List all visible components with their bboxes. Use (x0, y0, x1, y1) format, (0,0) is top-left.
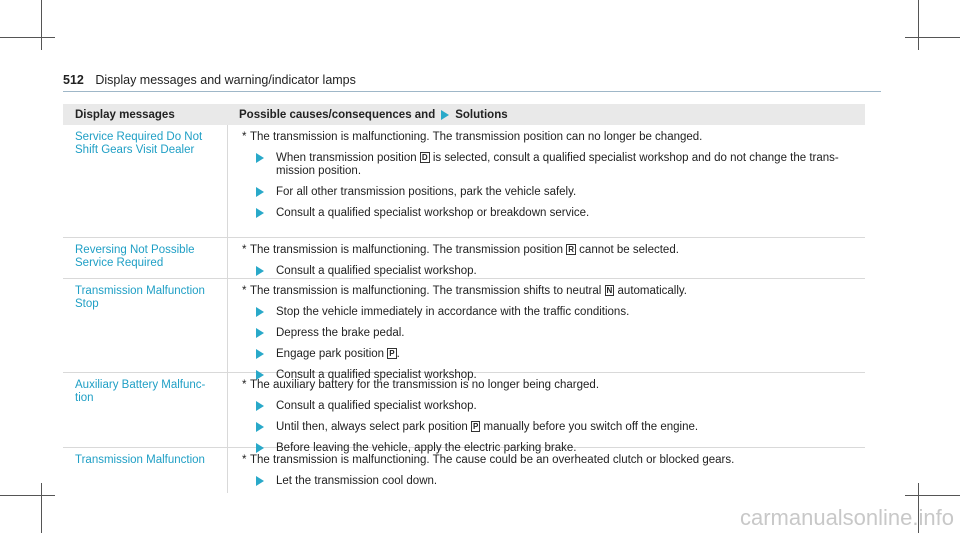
solution-item: When transmission position D is selected, consult a qualified specialist workshop and do not change the trans- mission position. (228, 152, 865, 178)
solution-item: Consult a qualified specialist workshop. (228, 265, 865, 278)
table-row (63, 279, 865, 381)
table-row (63, 448, 865, 493)
display-message: Transmission Malfunction (75, 454, 205, 466)
solution-item: For all other transmission positions, park the vehicle safely. (228, 186, 865, 199)
causes-cell (227, 238, 865, 278)
arrow-right-icon (256, 422, 264, 432)
causes-cell (227, 448, 865, 493)
arrow-right-icon (256, 328, 264, 338)
bullet-star: * (242, 131, 247, 143)
cause-text: * The auxiliary battery for the transmission is no longer being charged. (242, 379, 600, 391)
crop-mark (41, 483, 42, 533)
crop-mark (41, 0, 42, 50)
cause-text: * The transmission is malfunctioning. The transmission position R cannot be selected. (242, 244, 679, 256)
header-divider (63, 91, 881, 92)
bullet-star: * (242, 454, 247, 466)
col-header-causes-text: Possible causes/consequences and (239, 108, 436, 121)
arrow-right-icon (256, 443, 264, 453)
solution-item: Stop the vehicle immediately in accordance with the traffic conditions. (228, 306, 865, 319)
solution-item: Consult a qualified specialist workshop. (228, 400, 865, 413)
causes-cell (227, 373, 865, 454)
bullet-star: * (242, 379, 247, 391)
col-header-messages: Display messages (75, 108, 175, 121)
table-header (63, 104, 865, 125)
arrow-right-icon (256, 266, 264, 276)
arrow-right-icon (256, 153, 264, 163)
solution-item: Consult a qualified specialist workshop or breakdown service. (228, 207, 865, 220)
arrow-right-icon (256, 208, 264, 218)
arrow-right-icon (256, 349, 264, 359)
display-message: Reversing Not Possible Service Required (75, 244, 195, 269)
page-header (63, 73, 356, 87)
crop-mark (0, 495, 55, 496)
crop-mark (905, 495, 960, 496)
bullet-star: * (242, 285, 247, 297)
col-header-solutions-text: Solutions (455, 108, 508, 121)
col-header-causes (227, 109, 865, 121)
arrow-right-icon (256, 401, 264, 411)
solution-item: Consult a qualified specialist workshop. (228, 369, 865, 382)
gear-r-symbol: R (568, 245, 574, 254)
page-title: Display messages and warning/indicator lamps (95, 73, 356, 87)
cause-text: * The transmission is malfunctioning. The transmission shifts to neutral N automatically. (242, 285, 687, 297)
table-row (63, 125, 865, 238)
bullet-star: * (242, 244, 247, 256)
page-number: 512 (63, 73, 84, 87)
solution-item: Engage park position P . (228, 348, 865, 361)
gear-n-symbol: N (606, 286, 613, 295)
arrow-right-icon (256, 307, 264, 317)
display-message: Service Required Do Not Shift Gears Visit Dealer (75, 131, 203, 156)
table-row (63, 373, 865, 454)
arrow-right-icon (256, 187, 264, 197)
display-message: Transmission Malfunction Stop (75, 285, 205, 310)
solution-item: Let the transmission cool down. (228, 475, 865, 488)
cause-text: * The transmission is malfunctioning. The cause could be an overheated clutch or blocked gears. (242, 454, 735, 466)
causes-cell (227, 125, 865, 237)
arrow-right-icon (441, 110, 449, 120)
gear-d-symbol: D (421, 153, 428, 162)
arrow-right-icon (256, 476, 264, 486)
messages-table (63, 104, 865, 493)
solution-item: Depress the brake pedal. (228, 327, 865, 340)
watermark: carmanualsonline.info (739, 505, 954, 530)
crop-mark (918, 0, 919, 50)
gear-p-symbol: P (472, 422, 479, 431)
solution-item: Before leaving the vehicle, apply the electric parking brake. (228, 442, 865, 455)
crop-mark (905, 37, 960, 38)
crop-mark (0, 37, 55, 38)
table-row (63, 238, 865, 279)
causes-cell (227, 279, 865, 381)
solution-item: Until then, always select park position P manually before you switch off the engine. (228, 421, 865, 434)
gear-p-symbol: P (389, 349, 395, 358)
cause-text: * The transmission is malfunctioning. The transmission position can no longer be changed. (242, 131, 703, 143)
display-message: Auxiliary Battery Malfunc- tion (75, 379, 206, 404)
